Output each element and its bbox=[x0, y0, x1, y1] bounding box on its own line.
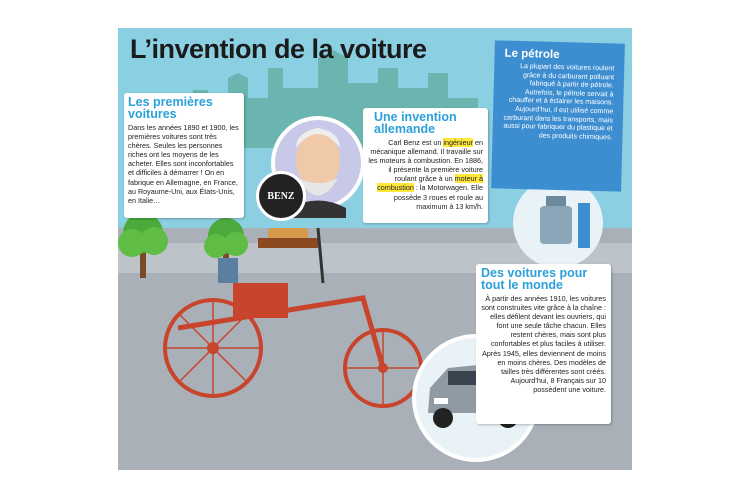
invention-body bbox=[368, 138, 483, 211]
voitures-pour-tous-box bbox=[476, 264, 611, 424]
invention-body-part3: : la Motorwagen. Elle possède 3 roues et roule au maximum à 13 km/h. bbox=[393, 183, 483, 211]
invention-allemande-box bbox=[363, 108, 488, 223]
tous-body: À partir des années 1910, les voitures sont construites vite grâce à la chaîne : elles défilent devant les ouvriers, qui font une seule tâche chacun. Elles restent chères, mais sont plus confortables et plus faciles à utiliser. Après 1945, elles deviennent de moins en moins chères. Des modèles de tailles très différentes sont créés. Aujourd’hui, 8 Français sur 10 possèdent une voiture. bbox=[481, 294, 606, 394]
benz-badge-text: BENZ bbox=[267, 190, 295, 202]
premieres-body: Dans les années 1890 et 1900, les premières voitures sont très chères. Seules les personnes riches ont les moyens de les acheter. Elles sont inconfortables et difficiles à démarrer ! On en fabrique en Allemagne, en France, au Royaume-Uni, aux États-Unis, en Italie… bbox=[128, 123, 239, 205]
tous-heading: Des voitures pour tout le monde bbox=[481, 266, 588, 292]
petrole-heading: Le pétrole bbox=[504, 47, 560, 62]
premieres-voitures-box bbox=[124, 93, 244, 218]
petrole-box bbox=[491, 40, 625, 191]
benz-badge bbox=[256, 171, 306, 221]
invention-body-part2: en mécanique allemand. Il travaille sur les moteurs à combustion. En 1886, il présente la première voiture roulant grâce à un bbox=[368, 138, 483, 184]
page-title: L’invention de la voiture bbox=[130, 34, 427, 64]
highlight-moteur: moteur à combustion bbox=[377, 174, 483, 193]
poster bbox=[118, 28, 632, 470]
highlight-ingenieur: ingénieur bbox=[443, 138, 473, 147]
invention-body-part1: Carl Benz est un bbox=[388, 138, 444, 147]
invention-heading: Une invention allemande bbox=[374, 110, 457, 136]
fuel-pump-illustration bbox=[513, 178, 603, 268]
premieres-heading: Les premières voitures bbox=[128, 95, 213, 121]
petrole-body: La plupart des voitures roulent grâce à du carburant polluant fabriqué à partir de pétrole. Autrefois, le pétrole servait à chauffer et à éclairer les maisons. Aujourd’hui, il est utilisé comme carburant dans les transports, mais aussi pour fabriquer du plastique et des produits chimiques. bbox=[503, 62, 615, 142]
